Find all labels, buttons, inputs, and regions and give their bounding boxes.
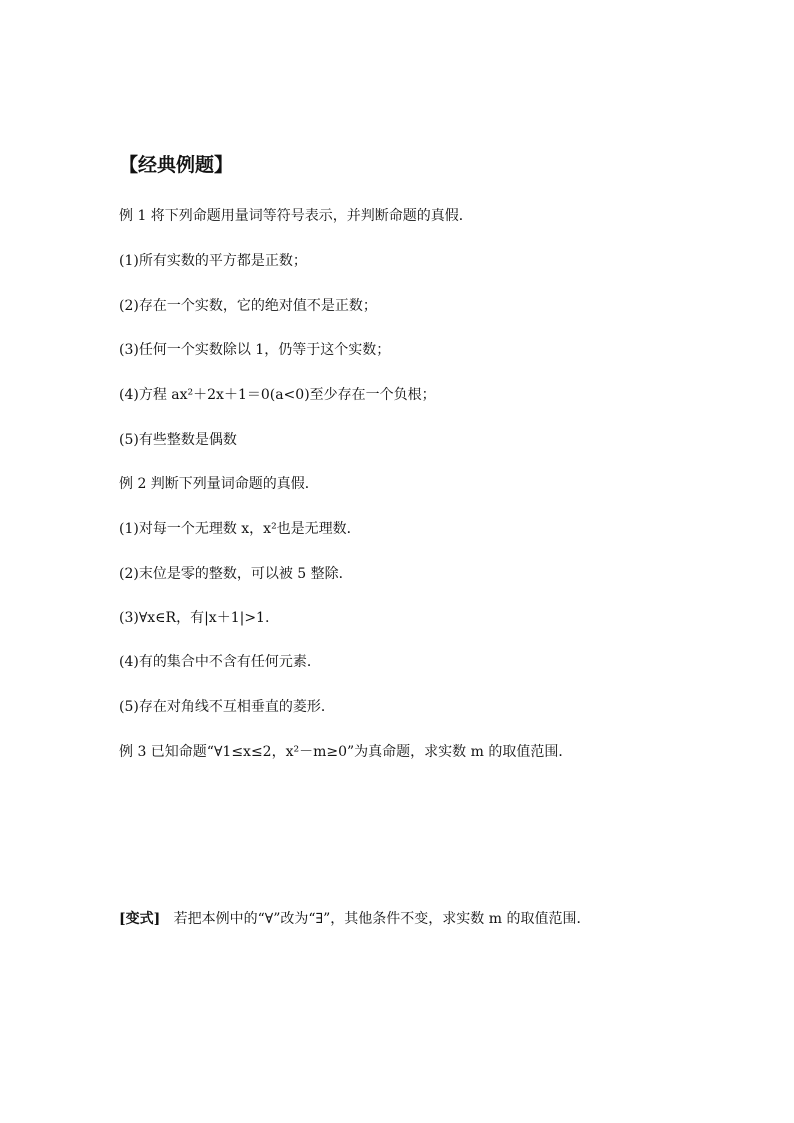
example2-item-2: (2)末位是零的整数，可以被 5 整除． [119,566,353,582]
example1-heading: 例 1 将下列命题用量词等符号表示，并判断命题的真假． [119,208,473,224]
section-title: 【经典例题】 [119,154,234,176]
variant-line [119,909,590,929]
example1-item-2: (2)存在一个实数，它的绝对值不是正数； [119,298,377,314]
variant-tag: [变式] [119,911,161,927]
example2-item-5: (5)存在对角线不互相垂直的菱形． [119,699,335,715]
example1-item-4: (4)方程 ax²＋2x＋1＝0(a<0)至少存在一个负根； [119,387,436,403]
example1-item-3: (3)任何一个实数除以 1，仍等于这个实数； [119,342,391,358]
example2-item-3: (3)∀x∈R，有|x＋1|>1. [119,610,270,626]
example1-item-1: (1)所有实数的平方都是正数； [119,253,307,269]
example3-text: 例 3 已知命题“∀1≤x≤2，x²－m≥0”为真命题，求实数 m 的取值范围． [119,744,573,760]
example2-heading: 例 2 判断下列量词命题的真假． [119,476,319,492]
example1-item-5: (5)有些整数是偶数 [119,432,237,448]
example2-item-1: (1)对每一个无理数 x，x²也是无理数． [119,521,361,537]
example2-item-4: (4)有的集合中不含有任何元素． [119,654,321,670]
variant-text: 若把本例中的“∀”改为“∃”，其他条件不变，求实数 m 的取值范围． [173,911,591,927]
